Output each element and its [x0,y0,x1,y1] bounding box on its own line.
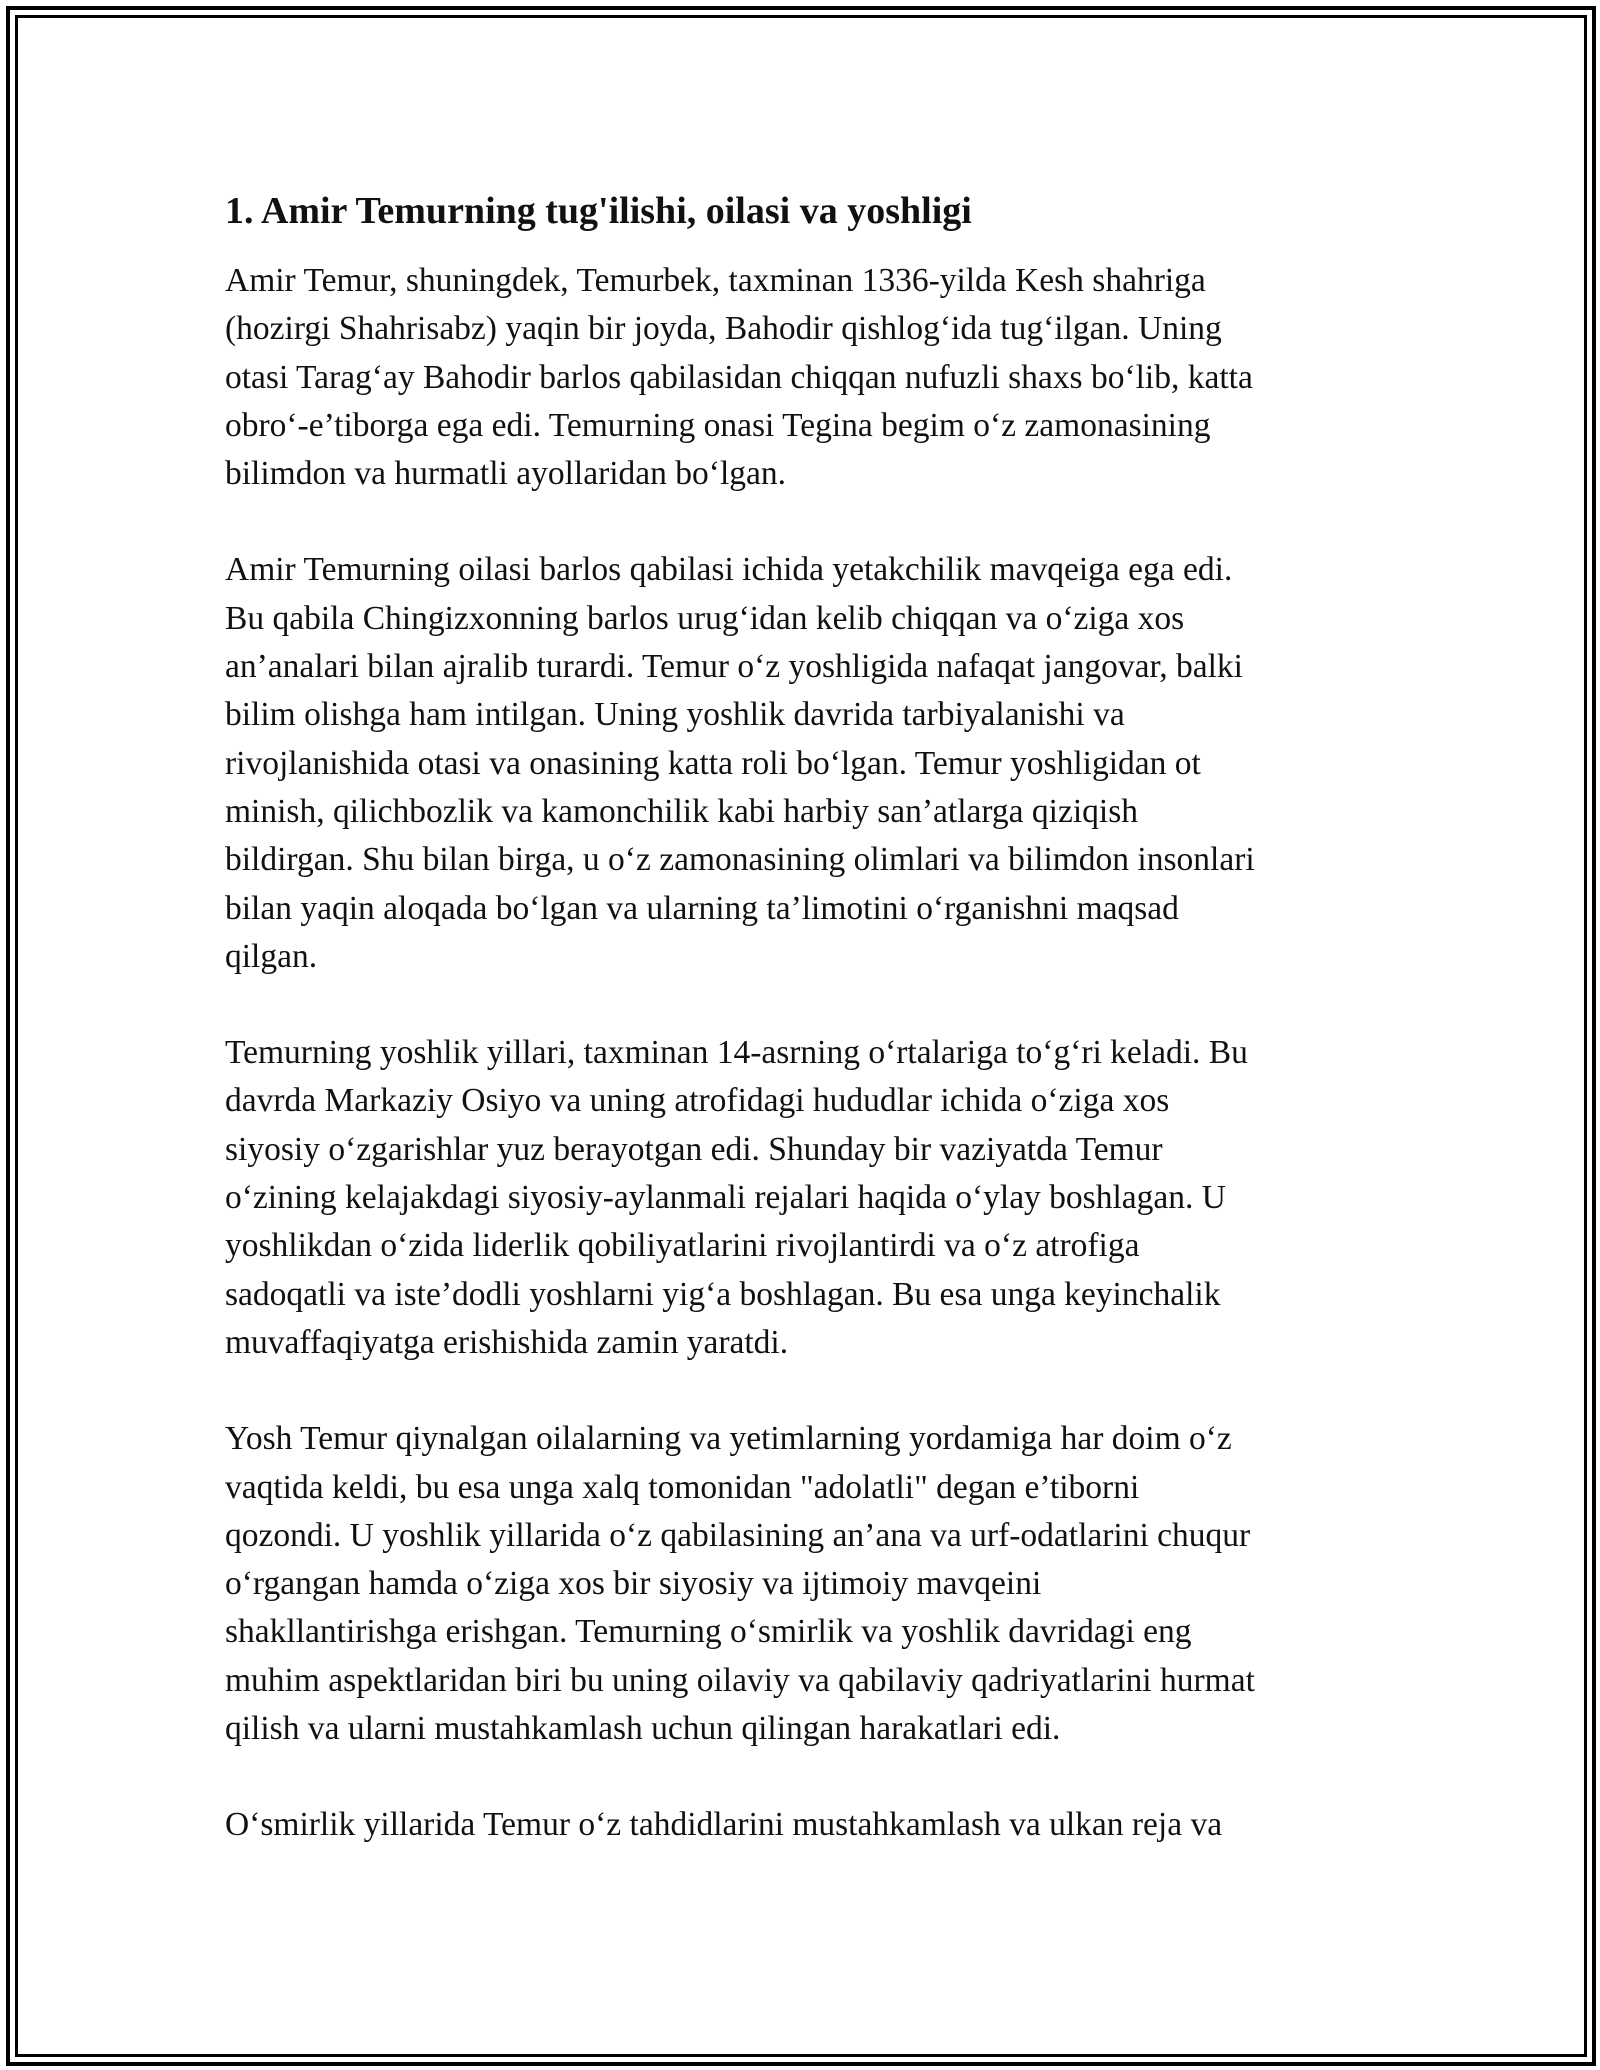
paragraph-3 [225,1029,1375,1367]
text-line: an’analari bilan ajralib turardi. Temur o‘z yoshligida nafaqat jangovar, balki [225,648,1243,686]
text-line: qilgan. [225,937,318,975]
section-heading: 1. Amir Temurning tug'ilishi, oilasi va yoshligi [225,190,972,232]
text-line: davrda Markaziy Osiyo va uning atrofidagi hududlar ichida o‘ziga xos [225,1082,1170,1120]
text-line: Amir Temurning oilasi barlos qabilasi ichida yetakchilik mavqeiga ega edi. [225,551,1233,589]
paragraph-1 [225,257,1375,498]
text-line: siyosiy o‘zgarishlar yuz berayotgan edi. Shunday bir vaziyatda Temur [225,1130,1163,1168]
document-page [225,185,1375,1898]
text-line: rivojlanishida otasi va onasining katta roli bo‘lgan. Temur yoshligidan ot [225,744,1201,782]
text-line: bildirgan. Shu bilan birga, u o‘z zamonasining olimlari va bilimdon insonlari [225,841,1255,879]
text-line: o‘rgangan hamda o‘ziga xos bir siyosiy va ijtimoiy mavqeini [225,1565,1042,1603]
text-line: O‘smirlik yillarida Temur o‘z tahdidlarini mustahkamlash va ulkan reja va [225,1806,1223,1844]
text-line: Temurning yoshlik yillari, taxminan 14-asrning o‘rtalariga to‘g‘ri keladi. Bu [225,1034,1248,1072]
text-line: bilan yaqin aloqada bo‘lgan va ularning ta’limotini o‘rganishni maqsad [225,889,1179,927]
text-line: Amir Temur, shuningdek, Temurbek, taxminan 1336-yilda Kesh shahriga [225,262,1206,299]
text-line: shakllantirishga erishgan. Temurning o‘smirlik va yoshlik davridagi eng [225,1613,1192,1651]
text-line: muvaffaqiyatga erishishida zamin yaratdi. [225,1323,789,1361]
text-line: minish, qilichbozlik va kamonchilik kabi harbiy san’atlarga qiziqish [225,792,1138,830]
text-line: Bu qabila Chingizxonning barlos urug‘idan kelib chiqqan va o‘ziga xos [225,599,1185,637]
text-line: sadoqatli va iste’dodli yoshlarni yig‘a boshlagan. Bu esa unga keyinchalik [225,1275,1221,1313]
text-line: o‘zining kelajakdagi siyosiy-aylanmali rejalari haqida o‘ylay boshlagan. U [225,1179,1226,1217]
paragraph-5 [225,1801,1375,1849]
paragraph-4 [225,1415,1375,1753]
text-line: qilish va ularni mustahkamlash uchun qilingan harakatlari edi. [225,1710,1061,1748]
text-line: vaqtida keldi, bu esa unga xalq tomonidan "adolatli" degan e’tiborni [225,1468,1140,1506]
paragraph-2 [225,546,1375,981]
text-line: bilimdon va hurmatli ayollaridan bo‘lgan. [225,455,786,493]
text-line: qozondi. U yoshlik yillarida o‘z qabilasining an’ana va urf-odatlarini chuqur [225,1516,1251,1554]
text-line: bilim olishga ham intilgan. Uning yoshlik davrida tarbiyalanishi va [225,696,1125,734]
text-line: yoshlikdan o‘zida liderlik qobiliyatlarini rivojlantirdi va o‘z atrofiga [225,1227,1140,1265]
text-line: (hozirgi Shahrisabz) yaqin bir joyda, Bahodir qishlog‘ida tug‘ilgan. Uning [225,310,1222,348]
text-line: Yosh Temur qiynalgan oilalarning va yetimlarning yordamiga har doim o‘z [225,1420,1232,1458]
text-line: otasi Tarag‘ay Bahodir barlos qabilasidan chiqqan nufuzli shaxs bo‘lib, katta [225,358,1253,396]
text-line: muhim aspektlaridan biri bu uning oilaviy va qabilaviy qadriyatlarini hurmat [225,1661,1255,1699]
text-line: obro‘-e’tiborga ega edi. Temurning onasi Tegina begim o‘z zamonasining [225,406,1211,444]
